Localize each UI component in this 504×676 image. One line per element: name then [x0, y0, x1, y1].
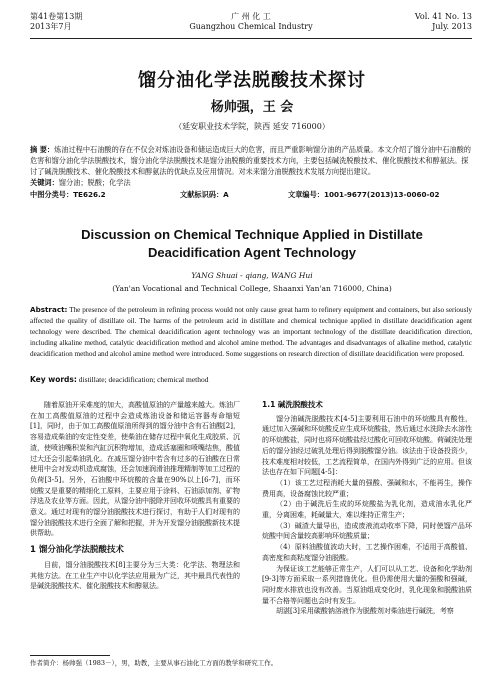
footnote-rule	[30, 655, 110, 656]
publication-date: 2013年7月	[30, 22, 72, 31]
author-footnote: 作者简介：杨帅强（1983－），男，助教，主要从事石油化工方面的教学和研究工作。	[30, 659, 278, 667]
authors-cn: 杨帅强，王 会	[210, 100, 294, 115]
keywords-en	[30, 375, 472, 384]
month-en: July. 2013	[432, 22, 472, 31]
body-left-column	[30, 400, 240, 592]
section-1-heading: 1 馏分油化学法脱酸技术	[30, 545, 124, 556]
clc-code: 中图分类号：TE626.2	[30, 190, 106, 199]
journal-name-cn: 广 州 化 工	[231, 12, 271, 21]
document-code: 文献标识码：A	[180, 190, 229, 199]
abstract-en-text: The presence of the petroleum in refining process would not only cause great harm to refinery equipment and containers, but also seriously affected the quality of distillate oil. The harms of the petroleum acid in distillate and chemical technique applied in distillate deacidification agent technology were described. The chemical deacidification agent technology was an important technology of the distillate deacidification direction, including alkaline method, catalytic deacidification method and alcohol amine method. The advantages and disadvantages of alkaline method, catalytic deacidification method and alcohol amine method were introduced. Some suggestions on research direction of distillate deacidification were proposed.	[30, 306, 473, 358]
section-1-1-paragraph: 馏分油碱洗脱酸技术[4-5]主要利用石油中的环烷酸具有酸性，通过加入强碱和环烷酸反应生成环烷酸盐，然后通过水洗除去水溶性的环烷酸盐，同时也将环烷酸盐经过酸化可回收环烷酸。荷碱洗处理后的馏分油经过破乳处理后得到脱酸馏分油。该法由于设备投资少，技术难度相对较低，工艺流程简单，在国内外得到广泛的应用。但该法也存在如下问题[4-5]：	[262, 414, 472, 477]
paragraph-3: 胡湛[3]采用碳酸钠溶液作为脱酸剂对柴油进行碱洗，考察	[276, 607, 454, 616]
section-1-1-heading: 1.1 碱洗脱酸技术	[262, 400, 323, 409]
list-item: （4）原料油酸值波动大时，工艺操作困难，不适用于高酸值、高密度和高粘度馏分油脱酸。	[262, 543, 472, 562]
abstract-cn	[30, 145, 472, 177]
intro-paragraph: 随着原油开采难度的加大，高酸值原油的产量越来越大。炼油厂在加工高酸值原油的过程中会造成炼油设备和储运容器寿命缩短[1]，同时，由于加工高酸值原油所得到的馏分油中含有石油酸[2]，容易造成柴油的安定性变差，使柴油在储存过程中氧化生成胶质、沉渣，使喷油嘴积炭和汽缸沉积物增加，造成活塞圈和喷嘴结焦，酸值过大还会引起柴油乳化。在减压馏分油中若含有过多的石油酸在日常使用中会对发动机造成腐蚀，还会加速润滑油推理精制等加工过程的负荷[3-5]。另外，石油酸中环烷酸的含量在90%以上[6-7]，而环烷酸又是重要的精细化工原料，主要应用于涂料、石油添加剂、矿物浮选及农业等方面。因此，从馏分油中脱除并回收环烷酸具有重要的意义。通过对现有的馏分油脱酸技术进行探讨，有助于人们对现有的馏分油脱酸技术进行全面了解和把握，并为开发馏分油脱酸新技术提供帮助。	[30, 401, 240, 538]
abstract-cn-label: 摘 要：	[30, 145, 55, 154]
title-en	[0, 226, 504, 262]
abstract-en-label: Abstract:	[30, 305, 68, 314]
classification-codes	[30, 190, 472, 202]
page-header	[30, 12, 472, 40]
article-number: 文章编号：1001-9677(2013)13-0060-02	[288, 190, 440, 199]
paragraph-2: 为保证该工艺能够正常生产，人们可以从工艺、设备和化学助剂[9-3]等方面采取一系列措施优化。但仍需使用大量的强酸和强碱，同时废水排放也没有改善。当原油组成变化时，乳化现象和脱酸油质量不合格等问题也会时有发生。	[262, 564, 472, 605]
abstract-cn-text: 炼油过程中石油酸的存在不仅会对炼油设备和储运造成巨大的危害，而且严重影响馏分油的产品质量。本文介绍了馏分油中石油酸的危害和馏分油化学法脱酸技术，馏分油化学法脱酸技术是馏分油脱酸的重要技术方向，主要包括碱洗脱酸技术、催化脱酸技术和醇氨法。探讨了碱洗脱酸技术、催化脱酸技术和醇氨法的优缺点及应用情况。对未来馏分油脱酸技术发展方向提出建议。	[30, 145, 471, 176]
section-1-paragraph: 目前，馏分油脱酸技术[8]主要分为三大类：化学法、物理法和其他方法。在工业生产中以化学法应用最为广泛，其中最具代表性的是碱洗脱酸技术、催化脱酸技术和醇氨法。	[30, 560, 240, 591]
list-item: （1）该工艺过程消耗大量的强酸、强碱和水，不能再生，操作费用高，设备腐蚀比较严重；	[262, 478, 472, 498]
volume-en: Vol. 41 No. 13	[414, 12, 472, 21]
keywords-cn-text: 馏分油；脱酸；化学法	[58, 178, 131, 187]
title-en-line-2: Deacidification Agent Technology	[147, 245, 357, 260]
header-right	[415, 12, 472, 32]
body-right-column	[262, 400, 472, 617]
keywords-en-label: Key words:	[30, 375, 77, 384]
title-cn: 馏分油化学法脱酸技术探讨	[138, 70, 366, 91]
title-en-line-1: Discussion on Chemical Technique Applied in Distillate	[81, 227, 423, 242]
header-rule	[30, 38, 472, 39]
affiliation-en: (Yan'an Vocational and Technical College, Shaanxi Yan'an 716000, China)	[112, 284, 392, 293]
journal-name-en: Guangzhou Chemical Industry	[189, 22, 313, 31]
keywords-en-text: distillate; deacidification; chemical method	[78, 375, 209, 384]
authors-en: YANG Shuai - qiang, WANG Hui	[191, 271, 313, 280]
volume-issue: 第41卷第13期	[30, 12, 83, 21]
list-item: （3）碱渣大量导出，造成废液流动收率下降，同时使馏产品环烷酸中间含量较高影响环烷酸质量；	[262, 521, 472, 541]
keywords-cn-label: 关键词：	[30, 178, 59, 187]
header-center	[30, 12, 472, 32]
keywords-cn	[30, 178, 472, 189]
affiliation-cn: （延安职业技术学院，陕西 延安 716000）	[174, 122, 330, 131]
abstract-en	[30, 304, 472, 360]
list-item: （2）由于碱洗后生成的环烷酸盐为乳化剂，造成油水乳化严重，分离困难，耗碱量大，难以维持正常生产；	[262, 500, 472, 520]
